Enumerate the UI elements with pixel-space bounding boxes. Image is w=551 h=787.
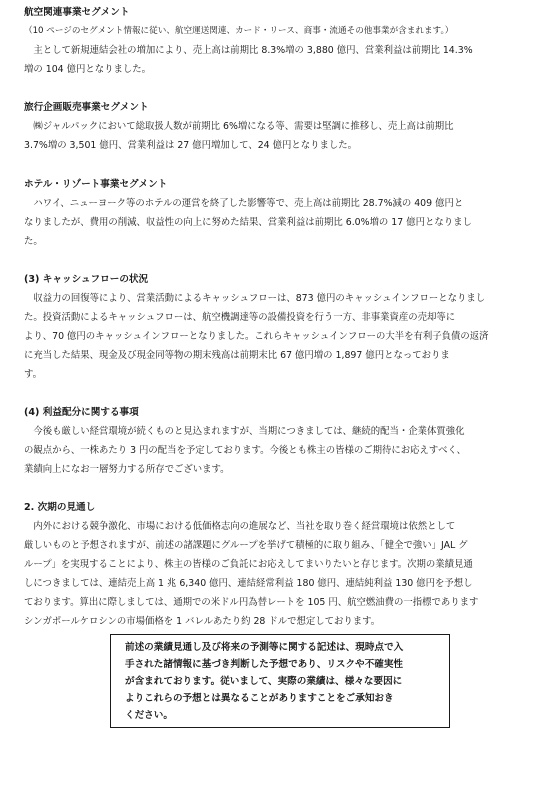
section-heading-cashflow: (3) キャッシュフローの状況: [24, 274, 149, 285]
disclaimer-line: 手された諸情報に基づき判断した予想であり、リスクや不確実性: [125, 659, 404, 670]
paragraph-line: ております。算出に際しましては、通期での米ドル円為替レートを 105 円、航空燃油費の一指標であります: [24, 597, 479, 608]
paragraph-line: しにつきましては、連結売上高 1 兆 6,340 億円、連結経常利益 180 億円、連結純利益 130 億円を予想し: [24, 578, 473, 589]
paragraph-line: に充当した結果、現金及び現金同等物の期末残高は前期末比 67 億円増の 1,897 億円となっておりま: [24, 350, 450, 361]
section-heading-outlook: 2. 次期の見通し: [24, 502, 96, 513]
section-heading-hotel: ホテル・リゾート事業セグメント: [24, 179, 168, 190]
section-heading-dividend: (4) 利益配分に関する事項: [24, 407, 139, 418]
disclaimer-line: 前述の業績見通し及び将来の予測等に関する記述は、現時点で入: [125, 642, 404, 653]
disclaimer-line: ください。: [125, 710, 173, 721]
paragraph-line: シンガポールケロシンの市場価格を 1 バレルあたり約 28 ドルで想定しております。: [24, 616, 381, 627]
disclaimer-line: が含まれております。従いまして、実際の業績は、様々な要因に: [125, 676, 403, 687]
section-note-airline: （10 ページのセグメント情報に従い、航空運送関連、カード・リース、商事・流通その他事業が含まれます。）: [24, 26, 454, 36]
paragraph-line: 増の 104 億円となりました。: [24, 64, 151, 75]
paragraph-line: 厳しいものと予想されますが、前述の諸課題にグループを挙げて積極的に取り組み、「健全で強い」JAL グ: [24, 540, 468, 551]
paragraph-line: 主として新規連結会社の増加により、売上高は前期比 8.3%増の 3,880 億円、営業利益は前期比 14.3%: [24, 45, 473, 56]
section-heading-airline: 航空関連事業セグメント: [24, 7, 130, 18]
paragraph-line: の観点から、一株あたり 3 円の配当を予定しております。今後とも株主の皆様のご期待にお応えすべく、: [24, 445, 467, 456]
section-heading-travel: 旅行企画販売事業セグメント: [24, 102, 149, 113]
disclaimer-box: [110, 634, 450, 728]
paragraph-line: ハワイ、ニューヨーク等のホテルの運営を終了した影響等で、売上高は前期比 28.7%減の 409 億円と: [24, 198, 464, 209]
paragraph-line: 内外における競争激化、市場における低価格志向の進展など、当社を取り巻く経営環境は依然として: [24, 521, 456, 532]
paragraph-line: す。: [24, 369, 42, 380]
paragraph-line: 今後も厳しい経営環境が続くものと見込まれますが、当期につきましては、継続的配当・企業体質強化: [24, 426, 465, 437]
paragraph-line: なりましたが、費用の削減、収益性の向上に努めた結果、営業利益は前期比 6.0%増の 17 億円となりまし: [24, 217, 472, 228]
paragraph-line: 収益力の回復等により、営業活動によるキャッシュフローは、873 億円のキャッシュインフローとなりまし: [24, 293, 486, 304]
paragraph-line: た。: [24, 236, 43, 247]
paragraph-line: 業績向上になお一層努力する所存でございます。: [24, 464, 230, 475]
paragraph-line: ㈱ジャルパックにおいて総取扱人数が前期比 6%増になる等、需要は堅調に推移し、売上高は前期比: [24, 121, 454, 132]
disclaimer-line: よりこれらの予想とは異なることがありますことをご承知おき: [125, 693, 394, 704]
paragraph-line: ループ」を実現することにより、株主の皆様のご負託にお応えしてまいりたいと存じます。次期の業績見通: [24, 559, 473, 570]
paragraph-line: 3.7%増の 3,501 億円、営業利益は 27 億円増加して、24 億円となりました。: [24, 140, 357, 151]
paragraph-line: より、70 億円のキャッシュインフローとなりました。これらキャッシュインフローの大半を有利子負債の返済: [24, 331, 489, 342]
paragraph-line: た。投資活動によるキャッシュフローは、航空機調達等の設備投資を行う一方、非事業資産の売却等に: [24, 312, 456, 323]
